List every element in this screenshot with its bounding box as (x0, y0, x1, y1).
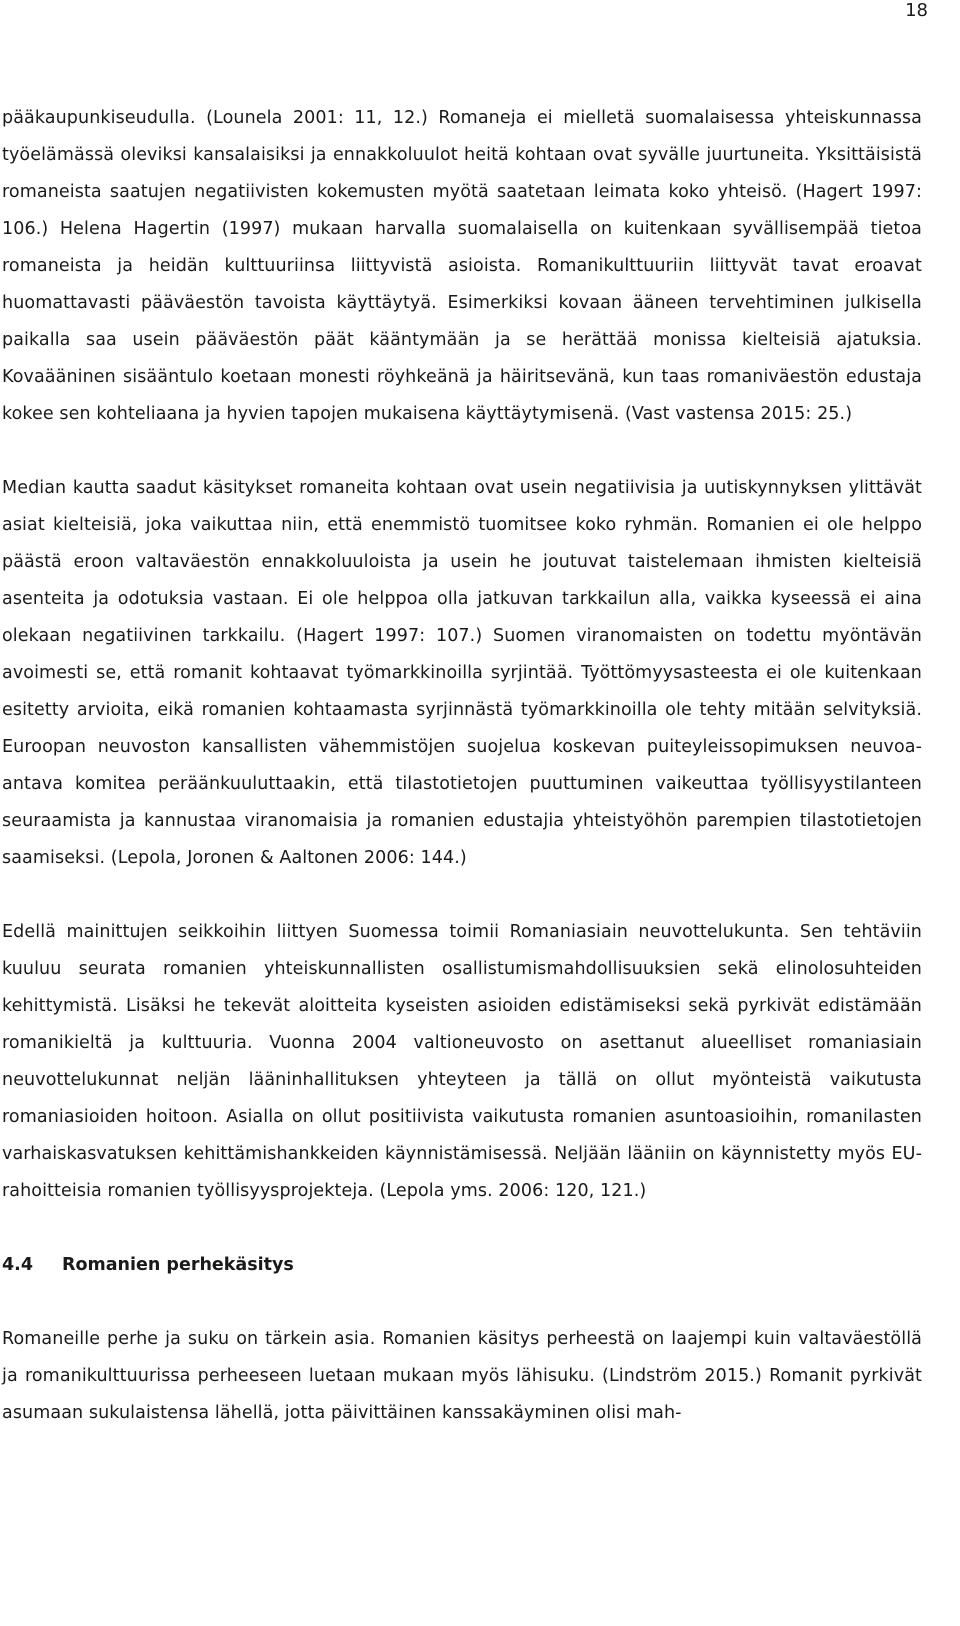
document-body (2, 100, 922, 1432)
paragraph-4: Romaneille perhe ja suku on tärkein asia. Romanien käsitys perheestä on laajempi kuin valtaväestöllä ja romanikulttuurissa perheeseen luetaan mukaan myös lähisuku. (Lindström 2015.) Romanit pyrkivät asumaan sukulaistensa lähellä, jotta päivittäinen kanssakäyminen olisi mah- (2, 1329, 922, 1423)
paragraph-1: pääkaupunkiseudulla. (Lounela 2001: 11, 12.) Romaneja ei mielletä suomalaisessa yhteiskunnassa työelämässä oleviksi kansalaisiksi ja ennakkoluulot heitä kohtaan ovat syvälle juurtuneita. Yksittäisistä romaneista saatujen negatiivisten kokemusten myötä saatetaan leimata koko yhteisö. (Hagert 1997: 106.) Helena Hagertin (1997) mukaan harvalla suomalaisella on kuitenkaan syvällisempää tietoa romaneista ja heidän kulttuuriinsa liittyvistä asioista. Romanikulttuuriin liittyvät tavat eroavat huomattavasti pääväestön tavoista käyttäytyä. Esimerkiksi kovaan ääneen tervehtiminen julkisella paikalla saa usein pääväestön päät kääntymään ja se herättää monissa kielteisiä ajatuksia. Kovaääninen sisääntulo koetaan monesti röyhkeänä ja häiritsevänä, kun taas romaniväestön edustaja kokee sen kohteliaana ja hyvien tapojen mukaisena käyttäytymisenä. (Vast vastensa 2015: 25.) (2, 108, 922, 424)
section-number: 4.4 (2, 1255, 34, 1275)
paragraph-gap (2, 433, 922, 470)
section-heading (2, 1247, 922, 1284)
paragraph-3: Edellä mainittujen seikkoihin liittyen Suomessa toimii Romaniasiain neuvottelukunta. Sen tehtäviin kuuluu seurata romanien yhteiskunnallisten osallistumismahdollisuuksien sekä elinolosuhteiden kehittymistä. Lisäksi he tekevät aloitteita kyseisten asioiden edistämiseksi sekä pyrkivät edistämään romanikieltä ja kulttuuria. Vuonna 2004 valtioneuvosto on asettanut alueelliset romaniasiain neuvottelukunnat neljän lääninhallituksen yhteyteen ja tällä on ollut myönteistä vaikutusta romaniasioiden hoitoon. Asialla on ollut positiivista vaikutusta romanien asuntoasioihin, romanilasten varhaiskasvatuksen kehittämishankkeiden käynnistämisessä. Neljään lääniin on käynnistetty myös EU-rahoitteisia romanien työllisyysprojekteja. (Lepola yms. 2006: 120, 121.) (2, 922, 922, 1201)
paragraph-2: Median kautta saadut käsitykset romaneita kohtaan ovat usein negatiivisia ja uutiskynnyksen ylittävät asiat kielteisiä, joka vaikuttaa niin, että enemmistö tuomitsee koko ryhmän. Romanien ei ole helppo päästä eroon valtaväestön ennakkoluuloista ja usein he joutuvat taistelemaan ihmisten kielteisiä asenteita ja odotuksia vastaan. Ei ole helppoa olla jatkuvan tarkkailun alla, vaikka kyseessä ei aina olekaan negatiivinen tarkkailu. (Hagert 1997: 107.) Suomen viranomaisten on todettu myöntävän avoimesti se, että romanit kohtaavat työmarkkinoilla syrjintää. Työttömyysasteesta ei ole kuitenkaan esitetty arvioita, eikä romanien kohtaamasta syrjinnästä työmarkkinoilla ole tehty mitään selvityksiä. Euroopan neuvoston kansallisten vähemmistöjen suojelua koskevan puiteyleissopimuksen neuvoa-antava komitea peräänkuuluttaakin, että tilastotietojen puuttuminen vaikeuttaa työllisyystilanteen seuraamista ja kannustaa viranomaisia ja romanien edustajia yhteistyöhön parempien tilastotietojen saamiseksi. (Lepola, Joronen & Aaltonen 2006: 144.) (2, 478, 922, 868)
paragraph-gap (2, 877, 922, 914)
page-number: 18 (905, 0, 928, 21)
section-title: Romanien perhekäsitys (62, 1255, 294, 1275)
paragraph-gap (2, 1284, 922, 1321)
paragraph-gap (2, 1210, 922, 1247)
